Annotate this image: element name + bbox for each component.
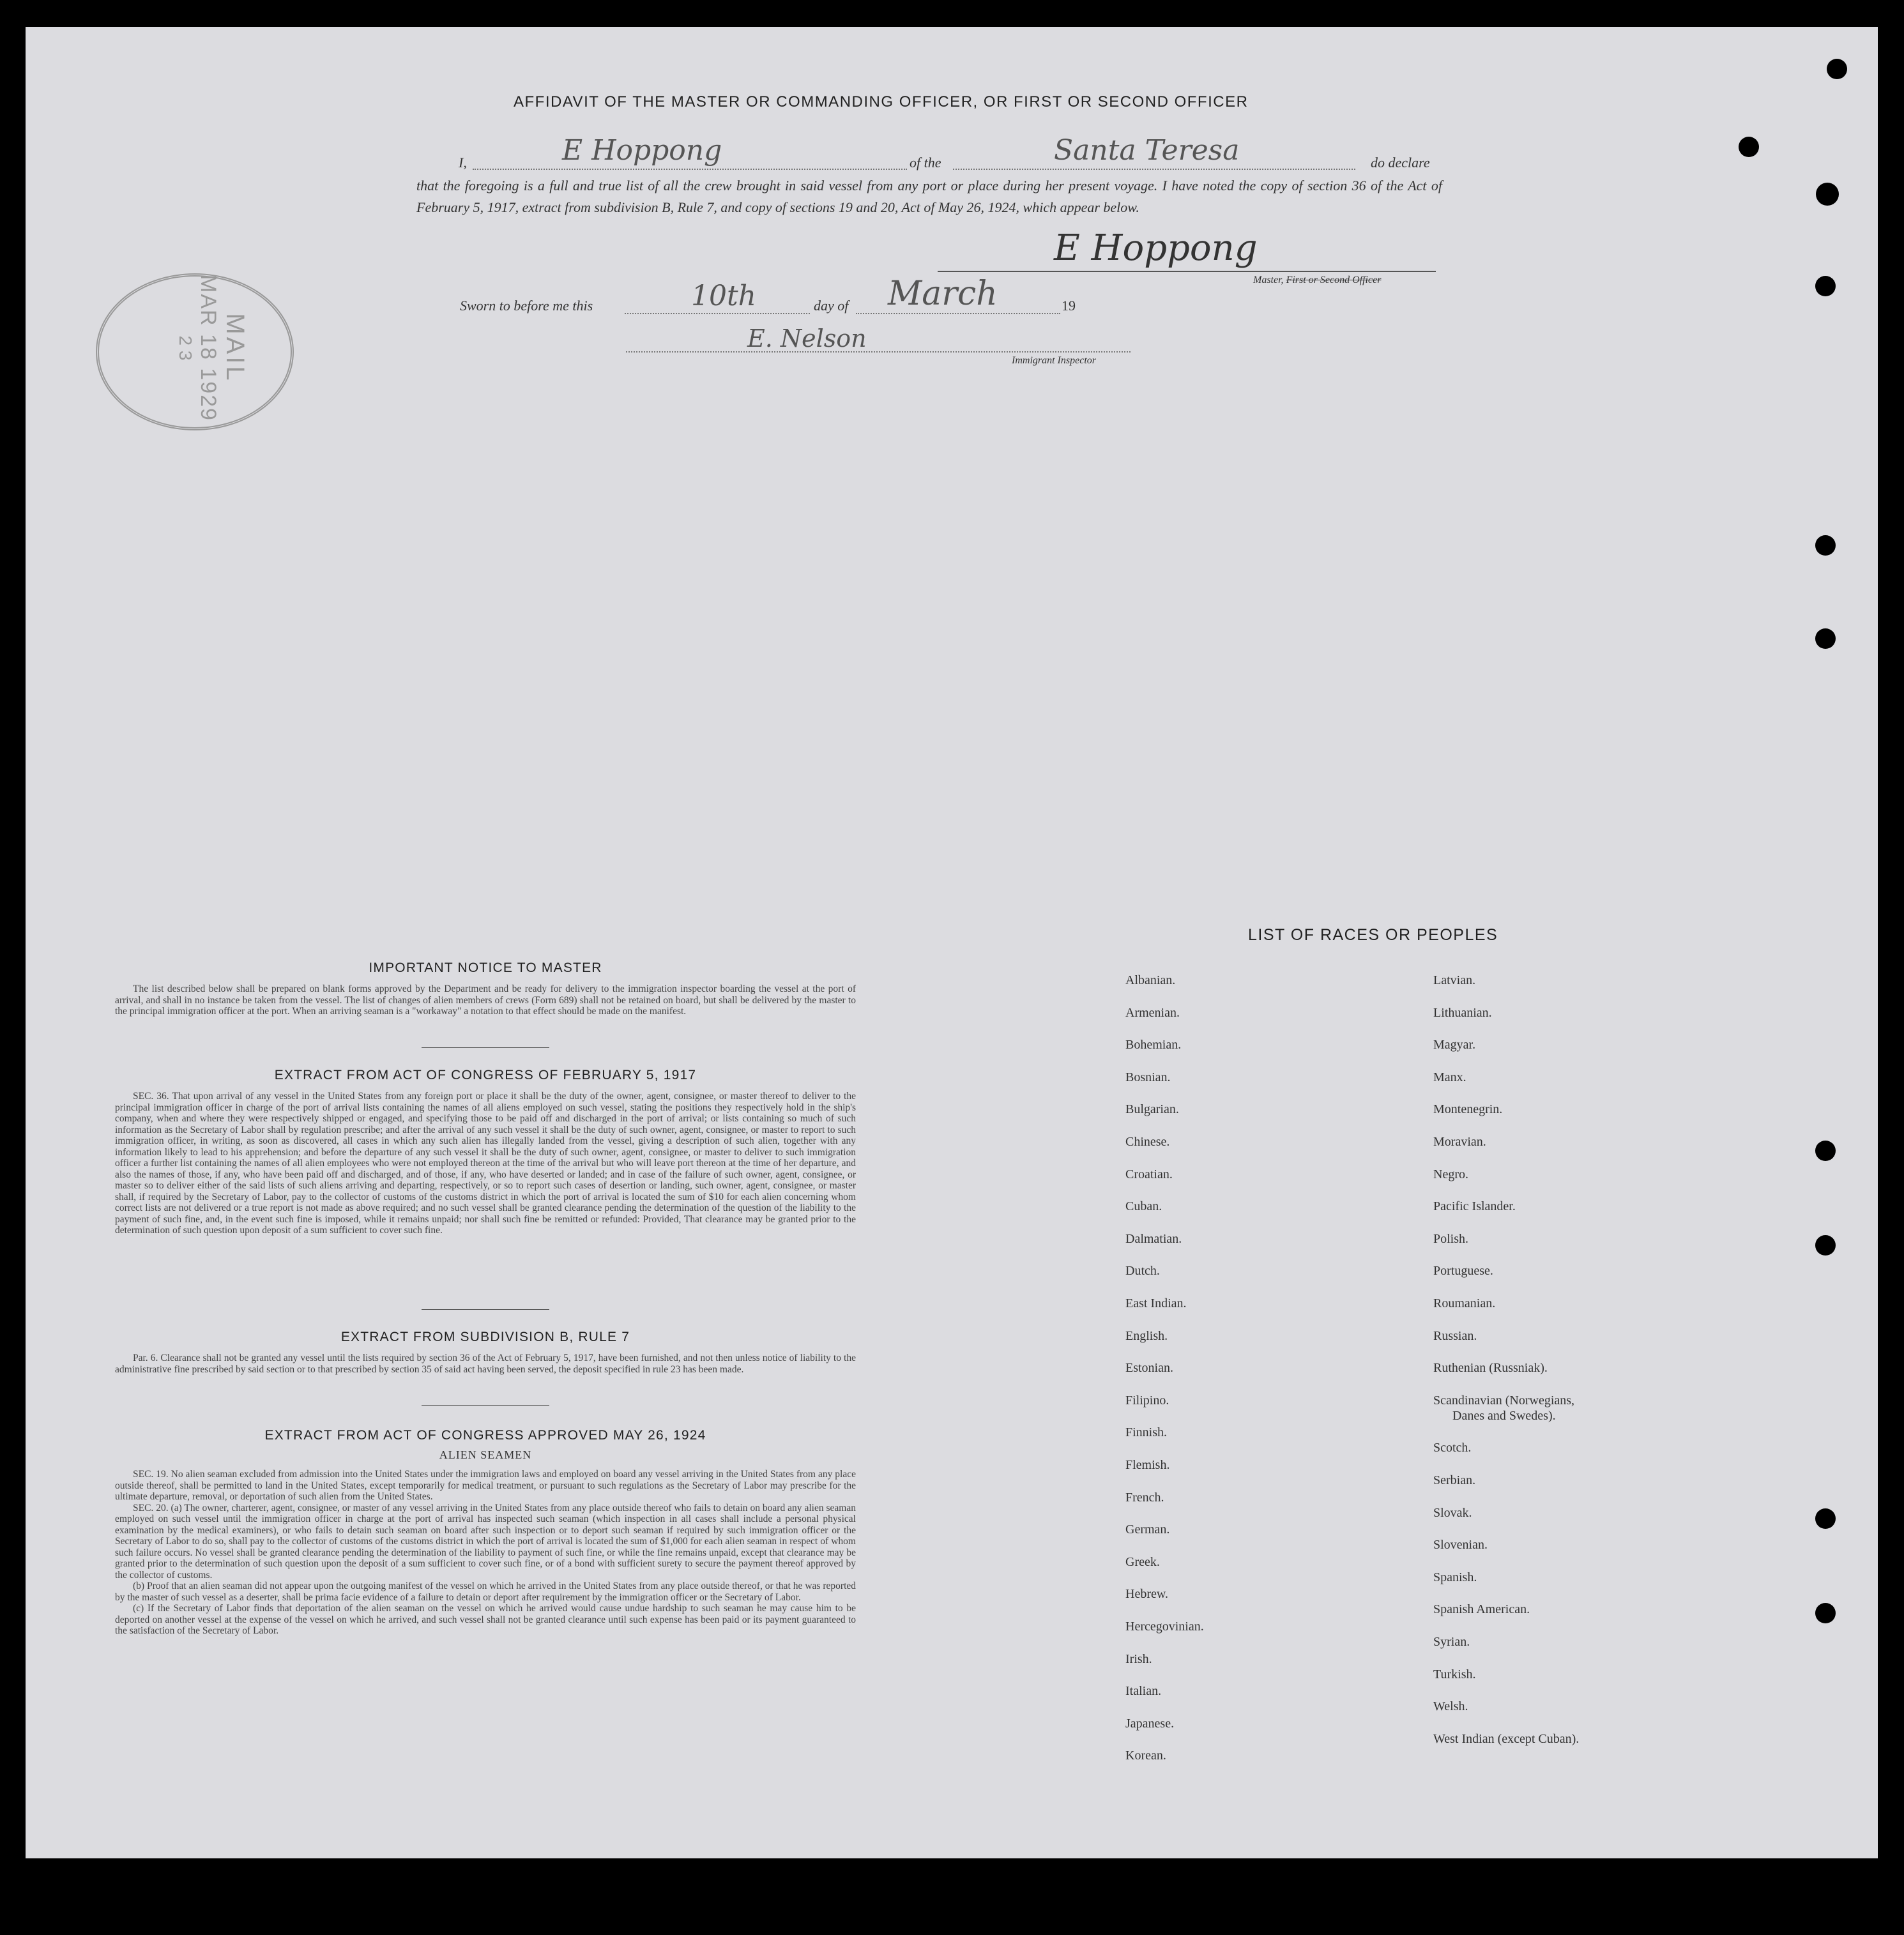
master-caption-prefix: Master, — [1253, 275, 1284, 285]
divider — [422, 1405, 549, 1406]
race-item: Danes and Swedes). — [1452, 1408, 1556, 1423]
master-caption-struck: First or Second Officer — [1286, 275, 1382, 285]
day-of-label: day of — [814, 298, 849, 314]
stamp-line3: 2 3 — [176, 335, 195, 361]
master-signature: E Hoppong — [1054, 227, 1258, 269]
race-item: Albanian. — [1125, 973, 1176, 987]
race-item: Greek. — [1125, 1554, 1160, 1569]
inspector-signature-line — [626, 351, 1131, 353]
punch-hole — [1815, 1603, 1836, 1623]
race-item: Ruthenian (Russniak). — [1433, 1361, 1548, 1376]
race-item: Manx. — [1433, 1070, 1466, 1084]
do-declare-label: do declare — [1371, 155, 1430, 171]
sec-20a-paragraph: SEC. 20. (a) The owner, charterer, agent, consignee, or master of any vessel arriving in the United States from any place outside thereof who fails to detain on board any alien seaman employed on such vessel until the immigration officer in charge at the port of arrival has inspected such seaman (which inspection in all cases shall include a personal physical examination by the medical examiners), or who fails to detain such seaman on board after such inspection or to deport such seaman if required by such immigration officer or the Secretary of Labor to do so, shall pay to the collector of customs of the customs district in which the port of arrival is located the sum of $1,000 for each alien seaman in respect of whom such failure occurs. No vessel shall be granted clearance pending the determination of the liability to payment of such fine, or while the fine remains unpaid, except that clearance may be granted prior to the determination of such question upon the deposit of a sum sufficient to cover such fine, or of a bond with sufficient surety to secure the payment thereof approved by the collector of customs. — [115, 1502, 856, 1581]
race-item: Syrian. — [1433, 1635, 1470, 1649]
declaration-text: that the foregoing is a full and true list of all the crew brought in said vessel from any port or place during her present voyage. I have noted the copy of section 36 of the Act of February 5, 1917, extract from subdivision B, Rule 7, and copy of sections 19 and 20, Act of May 26, 1924, which appear below. — [416, 178, 1442, 215]
punch-hole — [1815, 1141, 1836, 1161]
race-item: Flemish. — [1125, 1458, 1170, 1472]
race-item: West Indian (except Cuban). — [1433, 1731, 1580, 1746]
day-handwriting: 10th — [691, 280, 757, 312]
act-1924-text — [115, 1469, 856, 1637]
of-the-label: of the — [910, 155, 941, 171]
punch-hole — [1739, 137, 1759, 157]
race-item: Dalmatian. — [1125, 1231, 1182, 1246]
race-item: Slovenian. — [1433, 1538, 1488, 1552]
sec-19-paragraph: SEC. 19. No alien seaman excluded from admission into the United States under the immigration laws and employed on board any vessel arriving in the United States from any place outside thereof, shall be permitted to land in the United States, except temporarily for medical treatment, or pursuant to such regulations as the Secretary of Labor may prescribe for the ultimate departure, removal, or deportation of such alien from the United States. — [115, 1469, 856, 1502]
race-item: French. — [1125, 1490, 1164, 1505]
act-1917-heading: EXTRACT FROM ACT OF CONGRESS OF FEBRUARY 5, 1917 — [274, 1068, 697, 1082]
punch-hole — [1815, 276, 1836, 296]
race-item: Turkish. — [1433, 1667, 1476, 1681]
race-item: Croatian. — [1125, 1167, 1173, 1181]
act-1924-subheading: ALIEN SEAMEN — [439, 1448, 532, 1461]
rule-7-heading: EXTRACT FROM SUBDIVISION B, RULE 7 — [340, 1330, 630, 1344]
race-item: Hebrew. — [1125, 1587, 1169, 1602]
race-item: Korean. — [1125, 1749, 1166, 1763]
divider — [422, 1047, 549, 1048]
year-prefix: 19 — [1062, 298, 1076, 314]
vessel-name-line — [953, 169, 1355, 170]
race-item: Slovak. — [1433, 1505, 1472, 1520]
month-line — [856, 313, 1060, 314]
vessel-name-handwriting: Santa Teresa — [1054, 134, 1240, 167]
officer-name-line — [473, 169, 907, 170]
race-item: Polish. — [1433, 1231, 1469, 1246]
sworn-label: Sworn to before me this — [460, 298, 593, 314]
sec-20c-paragraph: (c) If the Secretary of Labor finds that deportation of the alien seaman on the vessel on which he arrived would cause undue hardship to such seaman he may cause him to be deported on another vessel at the expense of the vessel on which he arrived, and such vessel shall not be granted clearance until such expense has been paid or its payment guaranteed to the satisfaction of the Secretary of Labor. — [115, 1603, 856, 1636]
race-item: Hercegovinian. — [1125, 1620, 1204, 1634]
race-item: Welsh. — [1433, 1699, 1468, 1714]
divider — [422, 1309, 549, 1310]
rule-7-text — [115, 1353, 856, 1375]
notice-paragraph: The list described below shall be prepared on blank forms approved by the Department and be ready for delivery to the immigration inspector boarding the vessel at the port of arrival, and shall in no instance be taken from the vessel. The list of changes of alien members of crews (Form 689) shall not be retained on board, but shall be delivered by the master to the principal immigration officer at the port. When an arriving seaman is a "workaway" a notation to that effect should be made on the manifest. — [115, 983, 856, 1017]
affidavit-title: AFFIDAVIT OF THE MASTER OR COMMANDING OFFICER, OR FIRST OR SECOND OFFICER — [514, 93, 1249, 110]
act-1917-text — [115, 1091, 856, 1236]
races-heading: LIST OF RACES OR PEOPLES — [1248, 926, 1498, 944]
race-item: Chinese. — [1125, 1135, 1170, 1149]
master-caption — [1253, 275, 1381, 286]
race-item: Italian. — [1125, 1684, 1162, 1699]
race-item: English. — [1125, 1328, 1168, 1343]
race-item: Russian. — [1433, 1328, 1477, 1343]
race-item: Lithuanian. — [1433, 1005, 1492, 1020]
act-1917-paragraph: SEC. 36. That upon arrival of any vessel in the United States from any foreign port or place it shall be the duty of the owner, agent, consignee, or master thereof to deliver to the principal immigration officer in charge of the port of arrival lists containing the names of all aliens employed on such vessel, stating the positions they respectively hold in the ship's company, when and where they were respectively shipped or engaged, and specifying those to be paid off and discharged in the port of arrival; or lists containing so much of such information as the Secretary of Labor shall by regulation prescribe; and after the arrival of any such vessel it shall be the duty of such owner, agent, consignee, or master to report to such immigration officer, in writing, as soon as discovered, all cases in which any such alien has illegally landed from the vessel, giving a description of such alien, together with any information likely to lead to his apprehension; and before the departure of any such vessel it shall be the duty of such owner, agent, consignee, or master to deliver to such immigration officer a further list containing the names of all alien employees who were not employed thereon at the time of the arrival but who will leave port thereon at the time of her departure, and also the names of those, if any, who have been paid off and discharged, and of those, if any, who have deserted or landed; and in case of the failure of such owner, agent, consignee, or master so to deliver either of the said lists of such aliens arriving and departing, respectively, or so to report such cases of desertion or landing, such owner, agent, consignee, or master shall, if required by the Secretary of Labor, pay to the collector of customs of the customs district in which the port of arrival is located the sum of $10 for each alien concerning whom correct lists are not delivered or a true report is not made as above required; and no such vessel shall be granted clearance pending the determination of the question of the liability to the payment of such fine, and, in the event such fine is imposed, while it remains unpaid; nor shall such fine be remitted or refunded: Provided, That clearance may be granted prior to the determination of such question upon deposit of a sum sufficient to cover such fine. — [115, 1091, 856, 1236]
race-item: Dutch. — [1125, 1264, 1160, 1279]
race-item: Spanish American. — [1433, 1602, 1530, 1617]
race-item: Negro. — [1433, 1167, 1468, 1181]
punch-hole — [1816, 183, 1839, 206]
race-item: Moravian. — [1433, 1135, 1486, 1149]
race-item: Scotch. — [1433, 1441, 1472, 1455]
race-item: Finnish. — [1125, 1425, 1168, 1440]
race-item: Armenian. — [1125, 1005, 1180, 1020]
inspector-signature: E. Nelson — [747, 324, 867, 353]
i-label: I, — [459, 155, 467, 171]
race-item: Portuguese. — [1433, 1264, 1493, 1279]
punch-hole — [1827, 59, 1847, 79]
master-signature-line — [938, 271, 1436, 272]
officer-name-handwriting: E Hoppong — [562, 134, 722, 167]
race-item: Bohemian. — [1125, 1038, 1182, 1052]
race-item: Serbian. — [1433, 1473, 1476, 1487]
notice-heading: IMPORTANT NOTICE TO MASTER — [369, 960, 602, 975]
stamp-line1: MAIL — [221, 313, 249, 383]
race-item: Spanish. — [1433, 1570, 1477, 1584]
race-item: Filipino. — [1125, 1393, 1169, 1408]
date-stamp — [96, 273, 294, 430]
stamp-inner — [134, 275, 249, 421]
stamp-line2: MAR 18 1929 — [196, 275, 220, 421]
inspector-caption: Immigrant Inspector — [1012, 355, 1096, 366]
race-item: East Indian. — [1125, 1296, 1187, 1310]
punch-hole — [1815, 535, 1836, 556]
race-item: Cuban. — [1125, 1199, 1162, 1214]
month-handwriting: March — [888, 275, 998, 313]
race-item: Scandinavian (Norwegians, — [1433, 1393, 1575, 1408]
punch-hole — [1815, 628, 1836, 649]
day-line — [625, 313, 810, 314]
punch-hole — [1815, 1235, 1836, 1256]
race-item: Pacific Islander. — [1433, 1199, 1516, 1214]
race-item: German. — [1125, 1522, 1170, 1537]
notice-text — [115, 983, 856, 1017]
race-item: Bulgarian. — [1125, 1102, 1179, 1117]
rule-7-paragraph: Par. 6. Clearance shall not be granted any vessel until the lists required by section 36 of the Act of February 5, 1917, have been furnished, and not then unless notice of liability to the administrative fine prescribed by said section or to that prescribed by section 35 of said act having been served, the deposit specified in rule 23 has been made. — [115, 1353, 856, 1375]
punch-hole — [1815, 1508, 1836, 1529]
race-item: Roumanian. — [1433, 1296, 1496, 1310]
race-item: Bosnian. — [1125, 1070, 1171, 1084]
race-item: Japanese. — [1125, 1716, 1175, 1731]
race-item: Estonian. — [1125, 1361, 1173, 1376]
race-item: Magyar. — [1433, 1038, 1476, 1052]
race-item: Montenegrin. — [1433, 1102, 1503, 1117]
race-item: Irish. — [1125, 1651, 1152, 1666]
sec-20b-paragraph: (b) Proof that an alien seaman did not appear upon the outgoing manifest of the vessel on which he arrived in the United States from any place outside thereof, or that he was reported by the master of such vessel as a deserter, shall be prima facie evidence of a failure to detain or deport after requirement by the immigration officer or the Secretary of Labor. — [115, 1581, 856, 1603]
race-item: Latvian. — [1433, 973, 1476, 987]
act-1924-heading: EXTRACT FROM ACT OF CONGRESS APPROVED MAY 26, 1924 — [264, 1428, 706, 1443]
